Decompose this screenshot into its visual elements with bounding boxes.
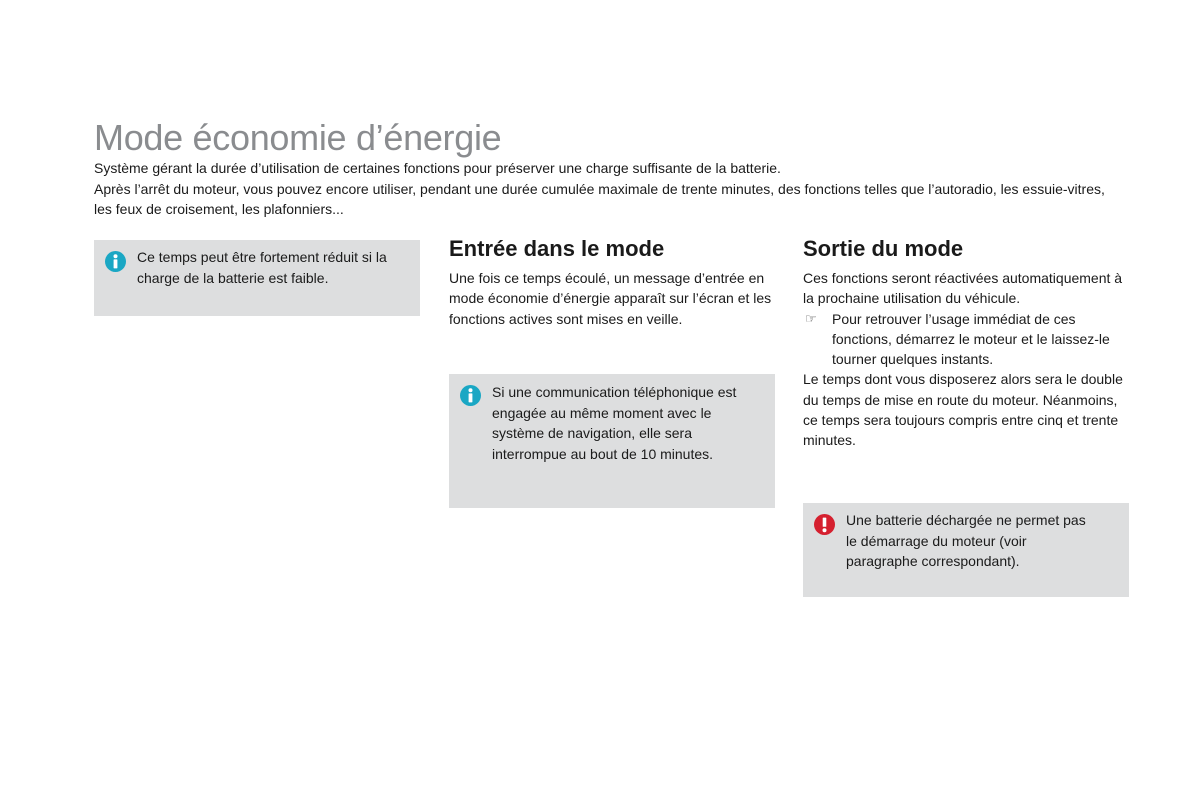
warning-note-text: Une batterie déchargée ne permet pas le démarrage du moteur (voir paragraphe correspondant).: [846, 512, 1086, 569]
warning-icon: [814, 514, 835, 535]
page-title: Mode économie d’énergie: [94, 117, 502, 158]
info-icon: [105, 251, 126, 272]
entree-text: [449, 268, 777, 329]
sortie-text: [803, 268, 1131, 451]
sortie-bullet-text: Pour retrouver l’usage immédiat de ces fonctions, démarrez le moteur et le laissez-le tourner quelques instants.: [832, 310, 1110, 368]
heading-entree: Entrée dans le mode: [449, 236, 665, 261]
pointing-hand-icon: ☞: [805, 310, 817, 326]
heading-sortie: Sortie du mode: [803, 236, 964, 261]
sortie-paragraph-2: Le temps dont vous disposerez alors sera le double du temps de mise en route du moteur. Néanmoins, ce temps sera toujours compris entre cinq et trente minutes.: [803, 371, 1123, 449]
info-note-text: Ce temps peut être fortement réduit si la charge de la batterie est faible.: [137, 249, 387, 286]
info-note-box-middle: [449, 374, 775, 508]
info-note-text: Si une communication téléphonique est engagée au même moment avec le système de navigation, elle sera interrompue au bout de 10 minutes.: [492, 384, 737, 462]
info-note-box-left: [94, 240, 420, 316]
intro-paragraph: [94, 158, 1124, 220]
sortie-bullet: [803, 309, 1131, 370]
intro-line-2: Après l’arrêt du moteur, vous pouvez encore utiliser, pendant une durée cumulée maximale de trente minutes, des fonctions telles que l’autoradio, les essuie-vitres, les feux de croisement, les plafonniers...: [94, 180, 1105, 217]
warning-note-box-right: [803, 503, 1129, 597]
intro-line-1: Système gérant la durée d’utilisation de certaines fonctions pour préserver une charge suffisante de la batterie.: [94, 160, 781, 176]
sortie-paragraph-1: Ces fonctions seront réactivées automatiquement à la prochaine utilisation du véhicule.: [803, 270, 1123, 307]
info-icon: [460, 385, 481, 406]
entree-paragraph: Une fois ce temps écoulé, un message d’entrée en mode économie d’énergie apparaît sur l’écran et les fonctions actives sont mises en veille.: [449, 270, 772, 327]
